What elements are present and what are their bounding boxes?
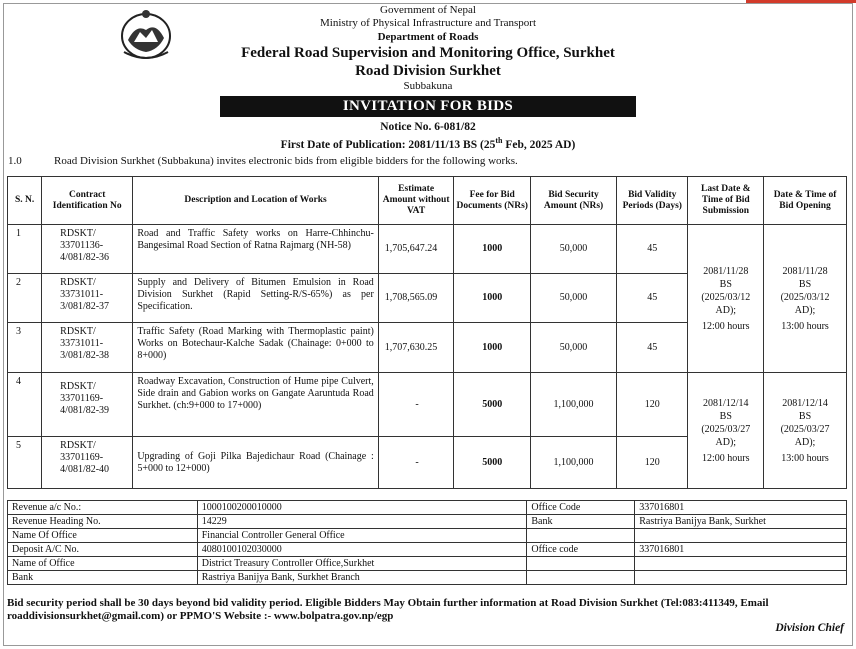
header-division: Road Division Surkhet: [355, 63, 501, 79]
cell-estimate: 1,708,565.09: [378, 274, 454, 323]
office-code-value: 337016801: [635, 501, 847, 515]
empty-cell: [527, 571, 635, 585]
office-name2-label: Name of Office: [8, 557, 198, 571]
office-name-label: Name Of Office: [8, 529, 198, 543]
office-code-label: Office Code: [527, 501, 635, 515]
header-department: Department of Roads: [377, 31, 479, 43]
header-estimate: Estimate Amount without VAT: [378, 177, 454, 225]
cell-validity: 45: [617, 274, 688, 323]
cell-contract-id: RDSKT/ 33701169- 4/081/82-40: [42, 437, 133, 489]
office-code2-label: Office code: [527, 543, 635, 557]
office-code2-value: 337016801: [635, 543, 847, 557]
table-row: [8, 543, 847, 557]
table-row: [8, 515, 847, 529]
revenue-ac-label: Revenue a/c No.:: [8, 501, 198, 515]
empty-cell: [527, 557, 635, 571]
deposit-label: Deposit A/C No.: [8, 543, 198, 557]
cell-estimate: -: [378, 373, 454, 437]
empty-cell: [527, 529, 635, 543]
deposit-value: 4080100102030000: [197, 543, 527, 557]
header-opening: Date & Time of Bid Opening: [764, 177, 847, 225]
office-name2-value: District Treasury Controller Office,Surkhet: [197, 557, 527, 571]
cell-estimate: 1,707,630.25: [378, 323, 454, 373]
notice-number: Notice No. 6-081/82: [380, 121, 476, 133]
cell-sn: 3: [8, 323, 42, 373]
cell-sn: 2: [8, 274, 42, 323]
signature: Division Chief: [775, 622, 844, 634]
header-contract-id: Contract Identification No: [42, 177, 133, 225]
header-security: Bid Security Amount (NRs): [531, 177, 617, 225]
cell-description: Roadway Excavation, Construction of Hume pipe Culvert, Side drain and Gabion works on Gangate Aaruntuda Road Surkhet. (ch:9+000 to 17+000): [133, 373, 378, 437]
cell-estimate: -: [378, 437, 454, 489]
table-row: [8, 571, 847, 585]
accounts-table: [7, 500, 847, 585]
corner-mark: [746, 0, 856, 3]
bank-label: Bank: [527, 515, 635, 529]
cell-sn: 4: [8, 373, 42, 437]
cell-contract-id: RDSKT/ 33701169- 4/081/82-39: [42, 373, 133, 437]
office-name-value: Financial Controller General Office: [197, 529, 527, 543]
header-fee: Fee for Bid Documents (NRs): [454, 177, 531, 225]
cell-security: 50,000: [531, 323, 617, 373]
revenue-ac-value: 1000100200010000: [197, 501, 527, 515]
bank-value: Rastriya Banijya Bank, Surkhet: [635, 515, 847, 529]
cell-submission-group1: 2081/11/28 BS (2025/03/12 AD); 12:00 hours: [688, 225, 764, 373]
header-sn: S. N.: [8, 177, 42, 225]
cell-sn: 1: [8, 225, 42, 274]
intro-text: Road Division Surkhet (Subbakuna) invites electronic bids from eligible bidders for the following works.: [54, 155, 518, 167]
cell-sn: 5: [8, 437, 42, 489]
intro-paragraph: [8, 155, 518, 167]
invitation-banner: INVITATION FOR BIDS: [220, 96, 636, 117]
works-header-row: [8, 177, 847, 225]
cell-estimate: 1,705,647.24: [378, 225, 454, 274]
cell-fee: 1000: [454, 323, 531, 373]
header-office: Federal Road Supervision and Monitoring Office, Surkhet: [241, 45, 615, 61]
table-row: [8, 501, 847, 515]
empty-cell: [635, 529, 847, 543]
header-government: Government of Nepal: [380, 4, 476, 16]
revenue-heading-value: 14229: [197, 515, 527, 529]
cell-opening-group2: 2081/12/14 BS (2025/03/27 AD); 13:00 hours: [764, 373, 847, 489]
works-table: [7, 176, 847, 489]
footer-note: Bid security period shall be 30 days beyond bid validity period. Eligible Bidders May Obtain further information at Road Division Surkhet (Tel:083:411349, Email roaddivisionsurkhet@gmail.com) or PPMO'S Website :- www.bolpatra.gov.np/egp: [7, 597, 769, 623]
cell-contract-id: RDSKT/ 33701136- 4/081/82-36: [42, 225, 133, 274]
cell-submission-group2: 2081/12/14 BS (2025/03/27 AD); 12:00 hours: [688, 373, 764, 489]
table-row: [8, 529, 847, 543]
publication-date: First Date of Publication: 2081/11/13 BS (25th Feb, 2025 AD): [280, 136, 576, 151]
cell-security: 1,100,000: [531, 437, 617, 489]
header-location: Subbakuna: [403, 80, 453, 92]
cell-description: Road and Traffic Safety works on Harre-Chhinchu-Bangesimal Road Section of Ratna Rajmarg (NH-58): [133, 225, 378, 274]
cell-fee: 5000: [454, 437, 531, 489]
header-ministry: Ministry of Physical Infrastructure and Transport: [320, 17, 536, 29]
cell-validity: 45: [617, 323, 688, 373]
cell-security: 50,000: [531, 274, 617, 323]
empty-cell: [635, 571, 847, 585]
intro-number: 1.0: [8, 155, 22, 167]
table-row: [8, 557, 847, 571]
bank2-label: Bank: [8, 571, 198, 585]
header-last-date: Last Date & Time of Bid Submission: [688, 177, 764, 225]
cell-description: Upgrading of Goji Pilka Bajedichaur Road (Chainage : 5+000 to 12+000): [133, 437, 378, 489]
cell-validity: 120: [617, 437, 688, 489]
cell-validity: 120: [617, 373, 688, 437]
empty-cell: [635, 557, 847, 571]
table-row: [8, 373, 847, 437]
cell-fee: 5000: [454, 373, 531, 437]
table-row: [8, 225, 847, 274]
revenue-heading-label: Revenue Heading No.: [8, 515, 198, 529]
cell-fee: 1000: [454, 274, 531, 323]
cell-contract-id: RDSKT/ 33731011- 3/081/82-38: [42, 323, 133, 373]
cell-description: Supply and Delivery of Bitumen Emulsion in Road Division Surkhet (Rapid Setting-R/S-65%) as per Specification.: [133, 274, 378, 323]
cell-contract-id: RDSKT/ 33731011- 3/081/82-37: [42, 274, 133, 323]
header-validity: Bid Validity Periods (Days): [617, 177, 688, 225]
bank2-value: Rastriya Banijya Bank, Surkhet Branch: [197, 571, 527, 585]
cell-description: Traffic Safety (Road Marking with Thermoplastic paint) Works on Botechaur-Kalche Sadak (Chainage: 0+000 to 8+000): [133, 323, 378, 373]
header-description: Description and Location of Works: [133, 177, 378, 225]
cell-opening-group1: 2081/11/28 BS (2025/03/12 AD); 13:00 hours: [764, 225, 847, 373]
cell-security: 50,000: [531, 225, 617, 274]
cell-security: 1,100,000: [531, 373, 617, 437]
cell-validity: 45: [617, 225, 688, 274]
cell-fee: 1000: [454, 225, 531, 274]
